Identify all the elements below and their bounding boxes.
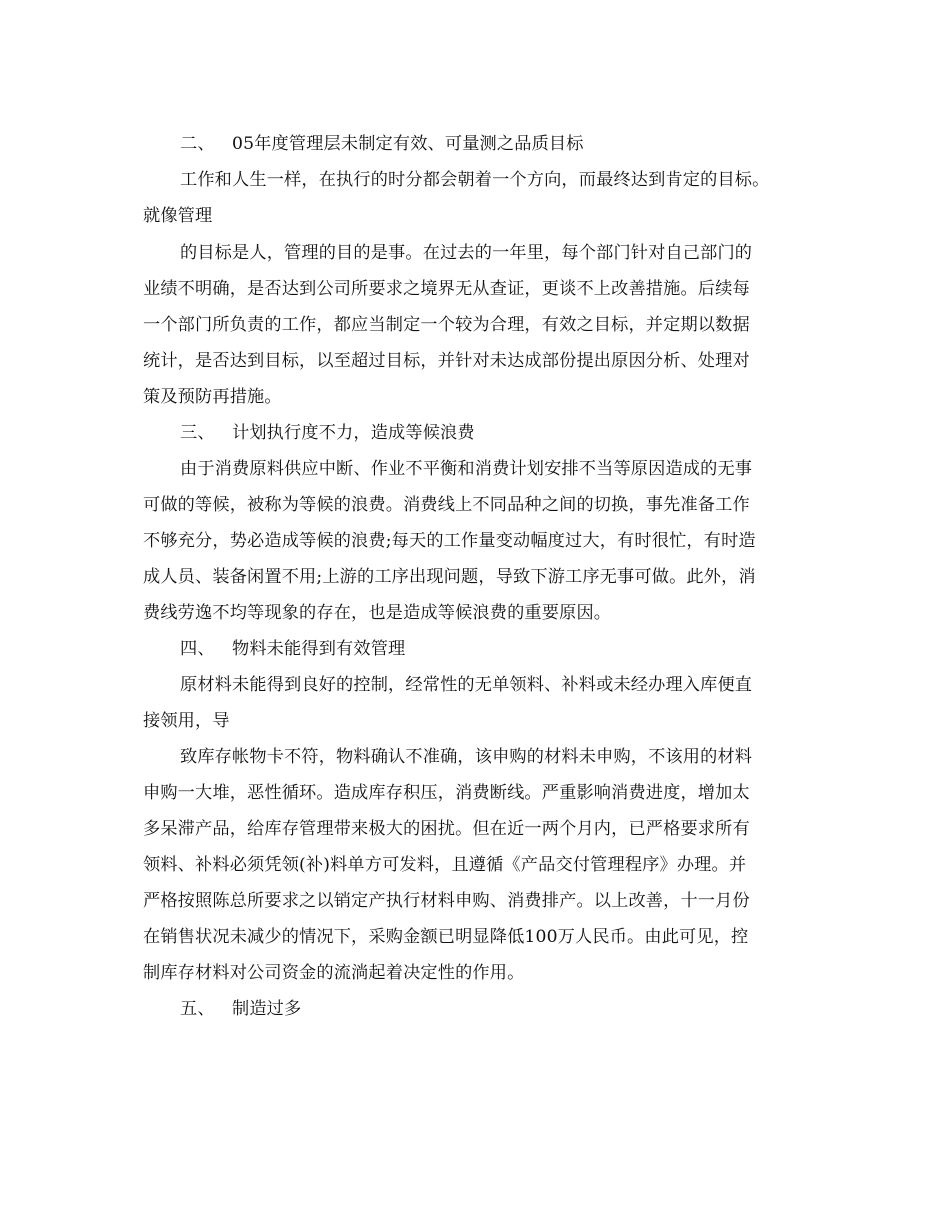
paragraph-line: 一个部门所负责的工作，都应当制定一个较为合理，有效之目标，并定期以数据	[143, 315, 750, 335]
section-heading-4	[180, 638, 405, 660]
paragraph-line: 领料、补料必须凭领(补)料单方可发料，且遵循《产品交付管理程序》办理。并	[143, 855, 747, 875]
paragraph-line: 的目标是人，管理的目的是事。在过去的一年里，每个部门针对自己部门的	[180, 243, 753, 263]
section-heading-2	[180, 133, 584, 155]
paragraph-line: 严格按照陈总所要求之以销定产执行材料申购、消费排产。以上改善，十一月份	[143, 891, 750, 911]
paragraph-line: 致库存帐物卡不符，物料确认不准确，该申购的材料未申购，不该用的材料	[180, 747, 753, 767]
section-number: 四、	[180, 639, 215, 659]
section-number: 五、	[180, 999, 215, 1019]
section-title: 05年度管理层未制定有效、可量测之品质目标	[232, 134, 584, 154]
paragraph-line: 策及预防再措施。	[143, 387, 282, 407]
section-heading-3	[180, 422, 475, 444]
paragraph-line: 在销售状况未减少的情况下，采购金额已明显降低100万人民币。由此可见，控	[143, 927, 749, 947]
paragraph-line: 费线劳逸不均等现象的存在，也是造成等候浪费的重要原因。	[143, 603, 612, 623]
paragraph-line: 多呆滞产品，给库存管理带来极大的困扰。但在近一两个月内，已严格要求所有	[143, 819, 750, 839]
paragraph-line: 申购一大堆，恶性循环。造成库存积压，消费断线。严重影响消费进度，增加太	[143, 783, 750, 803]
paragraph-line: 工作和人生一样，在执行的时分都会朝着一个方向，而最终达到肯定的目标。	[180, 170, 770, 190]
paragraph-line: 统计，是否达到目标，以至超过目标，并针对未达成部份提出原因分析、处理对	[143, 351, 750, 371]
paragraph-line: 接领用，导	[143, 711, 230, 731]
section-title: 制造过多	[232, 999, 302, 1019]
paragraph-line: 制库存材料对公司资金的流淌起着决定性的作用。	[143, 963, 525, 983]
paragraph-line: 就像管理	[143, 206, 213, 226]
section-number: 三、	[180, 423, 215, 443]
paragraph-line: 成人员、装备闲置不用;上游的工序出现问题，导致下游工序无事可做。此外，消	[143, 567, 756, 587]
paragraph-line: 可做的等候，被称为等候的浪费。消费线上不同品种之间的切换，事先准备工作	[143, 495, 750, 515]
section-heading-5	[180, 998, 301, 1020]
section-number: 二、	[180, 134, 215, 154]
section-title: 计划执行度不力，造成等候浪费	[232, 423, 475, 443]
paragraph-line: 业绩不明确，是否达到公司所要求之境界无从查证，更谈不上改善措施。后续每	[143, 279, 750, 299]
section-title: 物料未能得到有效管理	[232, 639, 406, 659]
paragraph-line: 不够充分，势必造成等候的浪费;每天的工作量变动幅度过大，有时很忙，有时造	[143, 531, 756, 551]
paragraph-line: 由于消费原料供应中断、作业不平衡和消费计划安排不当等原因造成的无事	[180, 459, 753, 479]
paragraph-line: 原材料未能得到良好的控制，经常性的无单领料、补料或未经办理入库便直	[180, 675, 753, 695]
